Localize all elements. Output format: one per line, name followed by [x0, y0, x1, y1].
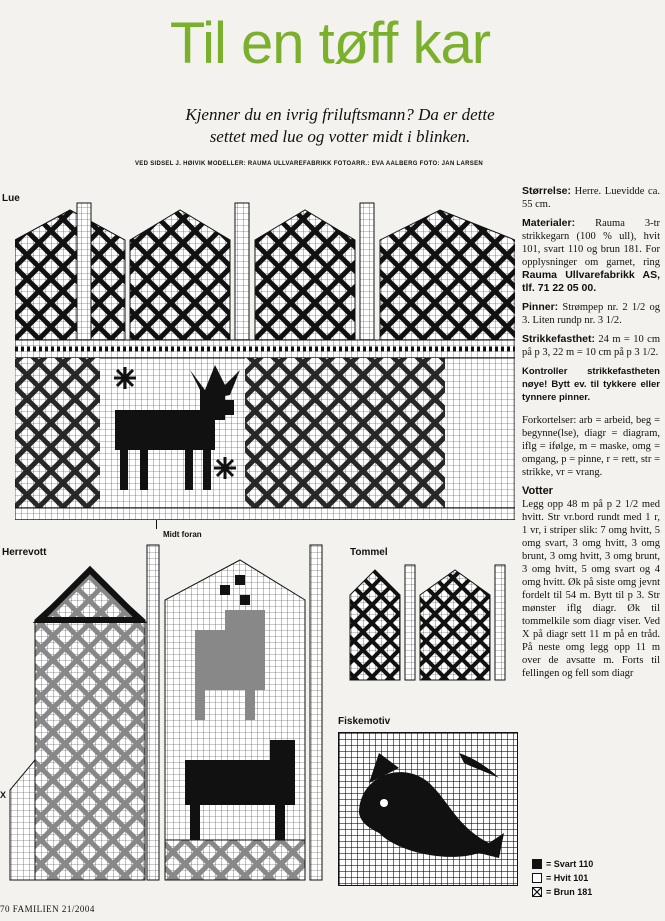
chart-label-fiskemotiv: Fiskemotiv [338, 716, 391, 727]
fiskemotiv-chart [338, 732, 518, 886]
legend-svart: = Svart 110 [532, 857, 593, 871]
page-subtitle [140, 104, 540, 148]
fasthet-text: 24 m = 10 cm på p 3, 22 m = 10 cm på p 3 1/2. [522, 334, 661, 358]
legend-hvit: = Hvit 101 [532, 871, 593, 885]
chart-label-tommel: Tommel [350, 547, 388, 558]
fasthet-label: Strikkefasthet: [522, 333, 595, 345]
tommel-chart [345, 560, 515, 685]
subtitle-line-1: Kjenner du en ivrig friluftsmann? Da er dette [185, 105, 495, 124]
background-bleed-left [0, 0, 100, 180]
chart-label-lue: Lue [2, 193, 20, 204]
page-footer: 70 FAMILIEN 21/2004 [0, 904, 95, 914]
instructions-column [522, 185, 660, 686]
votter-heading: Votter [522, 485, 553, 497]
legend-brun: = Brun 181 [532, 885, 593, 899]
swatch-white [532, 873, 542, 883]
swatch-black [532, 859, 542, 869]
x-marker: X [0, 790, 7, 800]
kontroll-text: Kontroller strikkefastheten nøye! Bytt ev. til tykkere eller tynnere pinner. [522, 366, 660, 403]
left-mitten-panel [35, 570, 145, 880]
storrelse-text: Herre. Luevidde ca. 55 cm. [522, 186, 661, 210]
votter-text: Legg opp 48 m på p 2 1/2 med hvitt. Str vr.bord rundt med 1 r, 1 vr, i striper slik: 7 omg hvitt, 5 omg svart, 3 omg hvitt, 3 omg brunt, 3 omg hvitt, 3 omg brunt, 3 omg hvitt, 5 omg svart og 4 omg hvitt. Øk på siste omg jevnt fordelt til 54 m. Bytt til p 3. Str mønster iflg diagr. Øk til tommelkile som diagr viser. Ved X på diagr sett 11 m på en tråd. På neste omg legg opp 11 m over de avsatte m. Forts til fellingen og fell som diagr [522, 499, 660, 679]
materialer-company: Rauma Ullvarefabrikk AS, tlf. 71 22 05 00. [522, 269, 660, 294]
pinner-text: Strømpep nr. 2 1/2 og 3. Liten rundp nr. 3 1/2. [522, 302, 661, 326]
herrevott-chart [5, 540, 335, 885]
lue-chart-svg [15, 195, 515, 520]
credits: VED SIDSEL J. HØIVIK MODELLER: RAUMA ULLVAREFABRIKK FOTOARR.: EVA AALBERG FOTO: JAN LARSEN [135, 161, 484, 167]
midt-foran-label: Midt foran [163, 530, 202, 539]
chart-label-herrevott: Herrevott [2, 547, 47, 558]
storrelse-label: Størrelse: [522, 185, 572, 197]
fish-motif [339, 733, 517, 885]
lue-chart [15, 195, 515, 520]
materialer-label: Materialer: [522, 217, 576, 229]
subtitle-line-2: settet med lue og votter midt i blinken. [209, 127, 471, 146]
lue-crown [15, 203, 515, 340]
midt-foran-tick [156, 520, 157, 529]
pinner-label: Pinner: [522, 301, 559, 313]
swatch-brown-x [532, 887, 542, 897]
forkortelser-text: Forkortelser: arb = arbeid, beg = begynne(lse), diagr = diagram, iflg = ifølge, m = maske, omg = omgang, p = pinne, r = rett, str = strikke, vr = vrang. [522, 415, 660, 478]
page-title: Til en tøff kar [169, 11, 491, 76]
materialer-text: Rauma 3-tr strikkegarn (100 % ull), hvit 101, svart 110 og brun 181. For opplysninger om garnet, ring [522, 218, 661, 268]
legend [532, 857, 593, 899]
